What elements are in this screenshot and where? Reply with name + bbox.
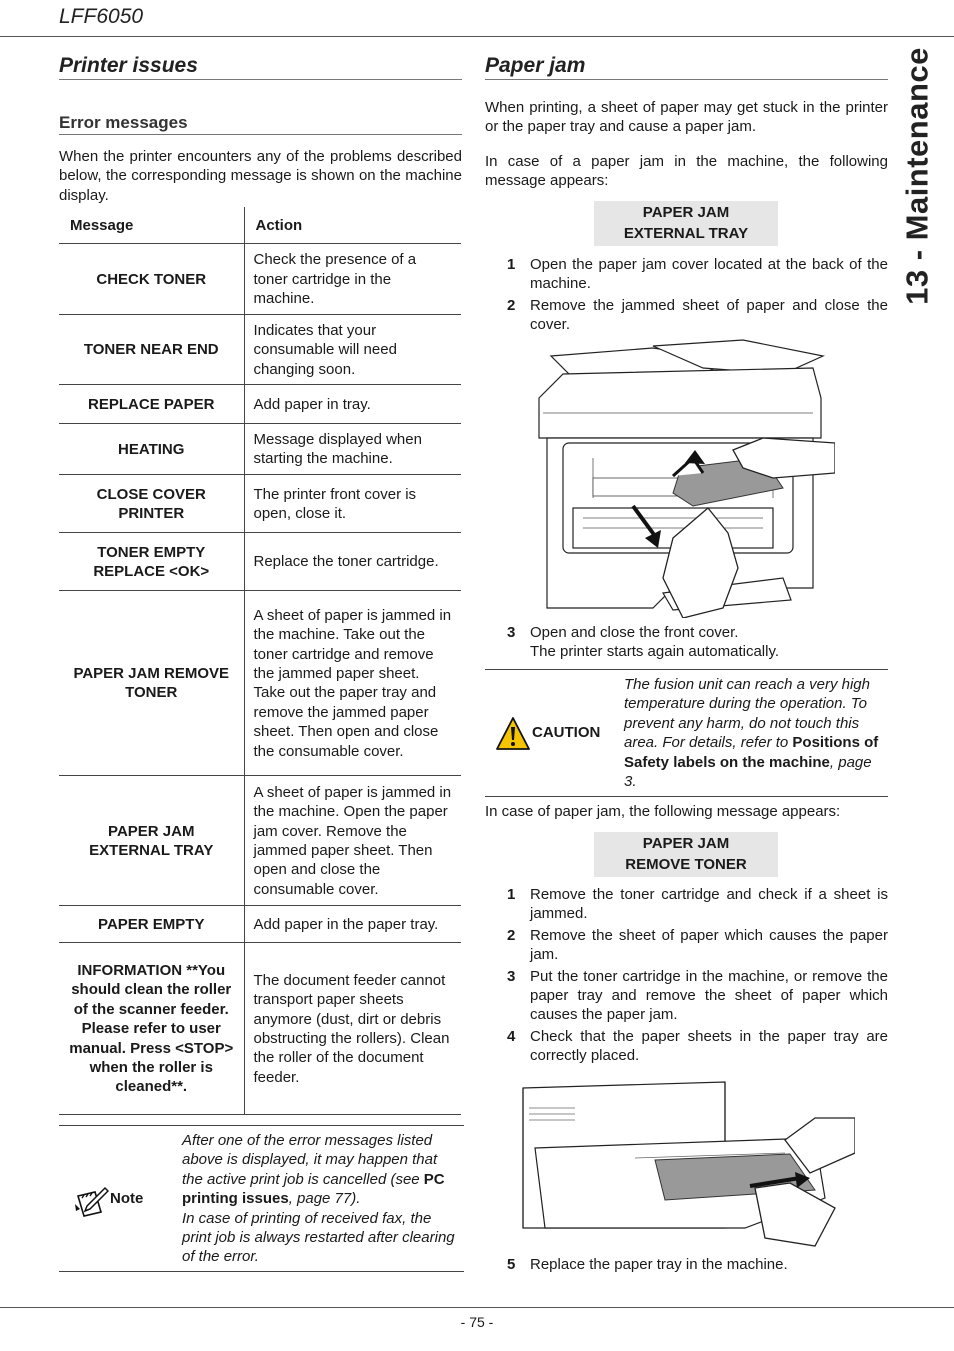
table-row xyxy=(59,591,461,776)
note-text-part: , page 77). xyxy=(288,1190,361,1208)
table-row xyxy=(59,475,461,533)
step-text: Put the toner cartridge in the machine, or remove the paper tray and remove the sheet of paper which causes the paper jam. xyxy=(530,967,888,1024)
action-cell: Replace the toner cartridge. xyxy=(244,533,461,591)
model-name: LFF6050 xyxy=(59,5,144,28)
step-item xyxy=(507,255,888,294)
step-item xyxy=(507,885,888,924)
step-text: Remove the sheet of paper which causes the paper jam. xyxy=(530,926,888,964)
lcd-line: REMOVE TONER xyxy=(625,856,747,873)
lcd-message-remove-toner xyxy=(594,832,778,877)
note-link[interactable]: PC printing issues xyxy=(182,1170,445,1208)
step-number: 2 xyxy=(507,296,516,314)
paper-tray-illustration xyxy=(515,1078,855,1248)
notepad-pencil-icon xyxy=(73,1184,109,1218)
note-label: Note xyxy=(110,1190,144,1207)
table-row xyxy=(59,315,461,385)
table-row xyxy=(59,906,461,943)
message-cell: TONER EMPTY REPLACE <OK> xyxy=(59,533,244,591)
section-title-paper-jam: Paper jam xyxy=(485,56,888,80)
step-item xyxy=(507,623,888,662)
step-text: Replace the paper tray in the machine. xyxy=(530,1256,788,1273)
step-number: 3 xyxy=(507,624,516,641)
paper-jam-intro-2: In case of a paper jam in the machine, the following message appears: xyxy=(485,153,888,190)
note-text-part: In case of printing of received fax, the print job is always restarted after clearing of the error. xyxy=(182,1209,455,1266)
step-text: Remove the toner cartridge and check if a sheet is jammed. xyxy=(530,886,888,923)
lcd-line: PAPER JAM xyxy=(642,835,730,852)
steps-external-tray xyxy=(507,255,888,337)
warning-triangle-icon xyxy=(495,716,531,752)
paper-jam-intro: When printing, a sheet of paper may get stuck in the printer or the paper tray and cause a paper jam. xyxy=(485,99,888,136)
table-row xyxy=(59,424,461,475)
message-cell: REPLACE PAPER xyxy=(59,385,244,424)
step-number: 1 xyxy=(507,256,516,273)
table-row xyxy=(59,533,461,591)
caution-text-part: , page 3. xyxy=(624,753,872,791)
table-header-row xyxy=(59,207,461,244)
column-header-action: Action xyxy=(255,217,303,234)
caution-text xyxy=(624,675,886,791)
note-text-part: After one of the error messages listed above is displayed, it may happen that the active print job is cancelled (see xyxy=(182,1132,438,1188)
caution-link[interactable]: Positions of Safety labels on the machine xyxy=(624,734,879,771)
subsection-title-error-messages: Error messages xyxy=(59,113,462,135)
error-intro: When the printer encounters any of the problems described below, the corresponding message is shown on the machine display. xyxy=(59,148,462,204)
lcd-line: EXTERNAL TRAY xyxy=(623,225,749,242)
action-cell: Indicates that your consumable will need changing soon. xyxy=(244,315,461,385)
message-cell: TONER NEAR END xyxy=(59,315,244,385)
step-item xyxy=(507,926,888,965)
table-row xyxy=(59,385,461,424)
message-cell: PAPER JAM REMOVE TONER xyxy=(59,591,244,776)
paper-jam-intro-3: In case of paper jam, the following message appears: xyxy=(485,803,841,820)
action-cell: Message displayed when starting the machine. xyxy=(244,424,461,475)
message-cell: HEATING xyxy=(59,424,244,475)
step-item xyxy=(507,1255,888,1274)
chapter-tab xyxy=(889,47,945,305)
header-rule xyxy=(0,36,954,37)
steps-front-cover xyxy=(507,623,888,664)
steps-replace-tray xyxy=(507,1255,888,1276)
message-cell: CLOSE COVER PRINTER xyxy=(59,475,244,533)
step-text: The printer starts again automatically. xyxy=(530,643,780,661)
step-text: Open the paper jam cover located at the back of the machine. xyxy=(530,256,888,293)
chapter-title: 13 - Maintenance xyxy=(899,47,935,305)
action-cell: The printer front cover is open, close it. xyxy=(244,475,461,533)
steps-remove-toner xyxy=(507,885,888,1068)
action-cell: Check the presence of a toner cartridge in the machine. xyxy=(244,244,461,315)
caution-text-part: The fusion unit can reach a very high temperature during the operation. To prevent any harm, do not touch this area. For details, refer to xyxy=(624,676,870,752)
step-number: 5 xyxy=(507,1256,516,1273)
step-number: 1 xyxy=(507,886,516,903)
note-text xyxy=(182,1131,457,1267)
error-message-table xyxy=(59,207,461,1115)
message-cell: CHECK TONER xyxy=(59,244,244,315)
table-row xyxy=(59,776,461,906)
step-text: Check that the paper sheets in the paper tray are correctly placed. xyxy=(530,1027,888,1065)
message-cell: PAPER JAM EXTERNAL TRAY xyxy=(59,776,244,906)
lcd-message-external-tray xyxy=(594,201,778,246)
caution-label: CAUTION xyxy=(532,724,601,741)
caution-box xyxy=(485,669,888,797)
note-box xyxy=(59,1125,464,1272)
action-cell: Add paper in tray. xyxy=(244,385,461,424)
message-cell: PAPER EMPTY xyxy=(59,906,244,943)
section-title-printer-issues: Printer issues xyxy=(59,56,462,80)
message-cell: INFORMATION **You should clean the roller of the scanner feeder. Please refer to user manual. Press <STOP> when the roller is cleaned**. xyxy=(59,943,244,1115)
table-row xyxy=(59,244,461,315)
action-cell: The document feeder cannot transport paper sheets anymore (dust, dirt or debris obstructing the rollers). Clean the roller of the document feeder. xyxy=(244,943,461,1115)
footer-rule xyxy=(0,1307,954,1308)
action-cell: A sheet of paper is jammed in the machine. Take out the toner cartridge and remove the jammed paper sheet. Take out the paper tray and remove the jammed paper sheet. Then open and close the consumable cover. xyxy=(244,591,461,776)
step-text: Remove the jammed sheet of paper and close the cover. xyxy=(530,296,888,334)
page-number: - 75 - xyxy=(460,1314,494,1330)
action-cell: Add paper in the paper tray. xyxy=(244,906,461,943)
column-header-message: Message xyxy=(59,207,244,244)
table-row xyxy=(59,943,461,1115)
step-item xyxy=(507,1027,888,1066)
step-text: Open and close the front cover. xyxy=(530,624,739,641)
step-item xyxy=(507,296,888,335)
rear-jam-illustration xyxy=(533,338,835,618)
step-item xyxy=(507,967,888,1025)
step-number: 3 xyxy=(507,967,516,985)
lcd-line: PAPER JAM xyxy=(642,204,730,221)
step-number: 4 xyxy=(507,1027,516,1045)
step-number: 2 xyxy=(507,926,516,944)
action-cell: A sheet of paper is jammed in the machine. Open the paper jam cover. Remove the jammed paper sheet. Then open and close the consumable cover. xyxy=(244,776,461,906)
